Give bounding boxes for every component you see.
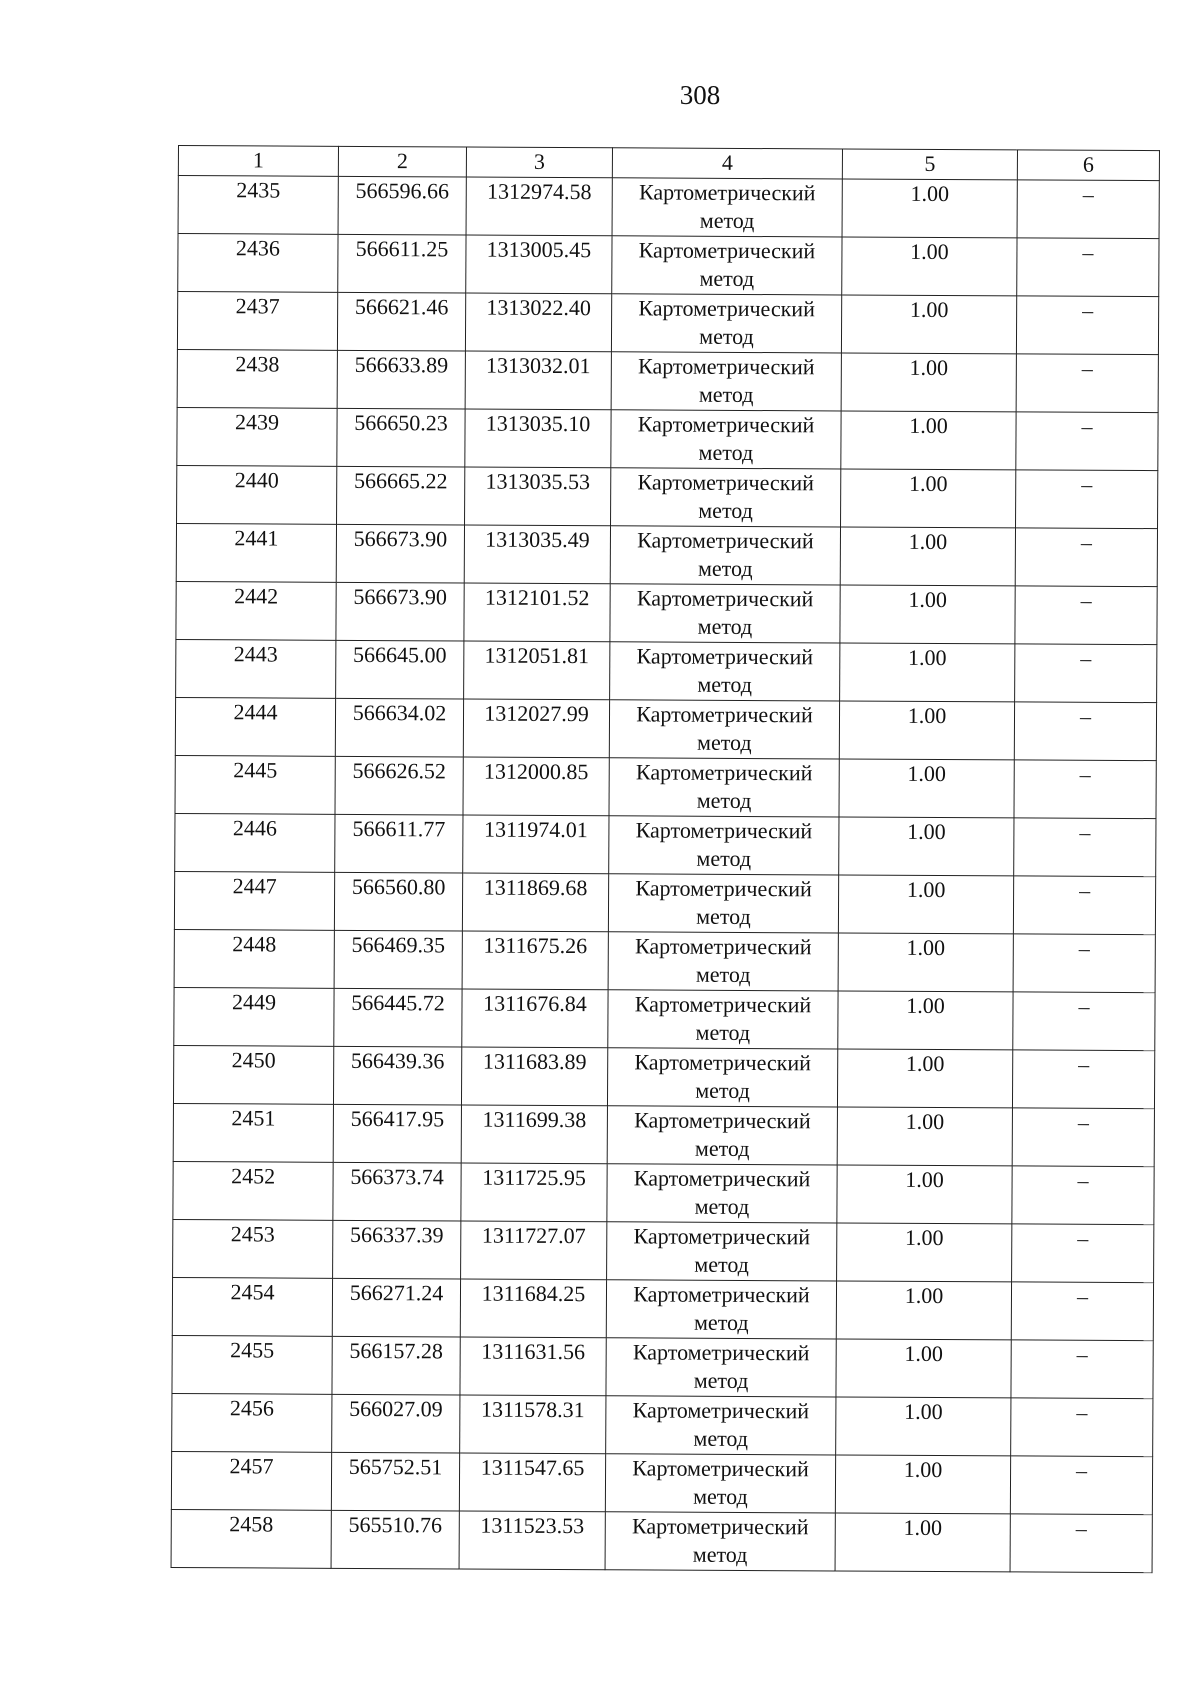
x-coordinate-cell: 566650.23	[337, 408, 465, 467]
x-coordinate-cell: 566596.66	[338, 176, 466, 235]
y-coordinate-cell: 1311523.53	[459, 1511, 605, 1570]
accuracy-cell: 1.00	[838, 875, 1013, 934]
method-cell: Картометрический метод	[606, 1338, 836, 1397]
table-row	[171, 1451, 1152, 1514]
y-coordinate-cell: 1311578.31	[460, 1395, 606, 1454]
column-header: 1	[178, 146, 338, 177]
note-cell: –	[1014, 702, 1156, 761]
x-coordinate-cell: 566665.22	[337, 466, 465, 525]
note-cell: –	[1016, 296, 1158, 355]
note-cell: –	[1015, 644, 1157, 703]
table-body	[171, 176, 1159, 1573]
method-cell: Картометрический метод	[609, 816, 839, 875]
y-coordinate-cell: 1311727.07	[461, 1221, 607, 1280]
note-cell: –	[1015, 528, 1157, 587]
accuracy-cell: 1.00	[836, 1339, 1011, 1398]
point-number-cell: 2450	[173, 1045, 333, 1104]
table-row	[174, 987, 1155, 1050]
column-header: 4	[612, 148, 842, 179]
point-number-cell: 2448	[174, 929, 334, 988]
x-coordinate-cell: 566027.09	[332, 1394, 460, 1453]
method-cell: Картометрический метод	[605, 1512, 835, 1571]
accuracy-cell: 1.00	[836, 1281, 1011, 1340]
table-row	[173, 1219, 1154, 1282]
point-number-cell: 2455	[172, 1335, 332, 1394]
method-cell: Картометрический метод	[612, 236, 842, 295]
accuracy-cell: 1.00	[840, 527, 1015, 586]
x-coordinate-cell: 566373.74	[333, 1162, 461, 1221]
accuracy-cell: 1.00	[842, 237, 1017, 296]
method-cell: Картометрический метод	[612, 178, 842, 237]
table-row	[178, 176, 1159, 239]
point-number-cell: 2438	[177, 349, 337, 408]
point-number-cell: 2441	[176, 523, 336, 582]
point-number-cell: 2435	[178, 176, 338, 235]
accuracy-cell: 1.00	[836, 1397, 1011, 1456]
method-cell: Картометрический метод	[608, 990, 838, 1049]
method-cell: Картометрический метод	[607, 1106, 837, 1165]
method-cell: Картометрический метод	[611, 468, 841, 527]
y-coordinate-cell: 1312027.99	[463, 699, 609, 758]
method-cell: Картометрический метод	[606, 1396, 836, 1455]
column-header: 2	[338, 146, 466, 177]
point-number-cell: 2458	[171, 1509, 331, 1568]
x-coordinate-cell: 566337.39	[333, 1220, 461, 1279]
y-coordinate-cell: 1311675.26	[462, 931, 608, 990]
table-row	[176, 581, 1157, 644]
y-coordinate-cell: 1313032.01	[465, 351, 611, 410]
note-cell: –	[1011, 1340, 1153, 1399]
x-coordinate-cell: 566439.36	[333, 1046, 461, 1105]
method-cell: Картометрический метод	[611, 294, 841, 353]
note-cell: –	[1013, 934, 1155, 993]
accuracy-cell: 1.00	[842, 179, 1017, 238]
note-cell: –	[1012, 1166, 1154, 1225]
point-number-cell: 2454	[172, 1277, 332, 1336]
x-coordinate-cell: 566634.02	[335, 698, 463, 757]
method-cell: Картометрический метод	[610, 526, 840, 585]
y-coordinate-cell: 1312101.52	[464, 583, 610, 642]
x-coordinate-cell: 566673.90	[336, 524, 464, 583]
y-coordinate-cell: 1312051.81	[464, 641, 610, 700]
y-coordinate-cell: 1311683.89	[461, 1047, 607, 1106]
accuracy-cell: 1.00	[837, 1223, 1012, 1282]
point-number-cell: 2456	[172, 1393, 332, 1452]
accuracy-cell: 1.00	[838, 933, 1013, 992]
method-cell: Картометрический метод	[610, 642, 840, 701]
accuracy-cell: 1.00	[839, 817, 1014, 876]
table-row	[175, 697, 1156, 760]
table-row	[176, 639, 1157, 702]
method-cell: Картометрический метод	[608, 932, 838, 991]
coordinates-table	[171, 145, 1160, 1573]
table-row	[171, 1509, 1152, 1572]
x-coordinate-cell: 566621.46	[337, 292, 465, 351]
x-coordinate-cell: 566417.95	[333, 1104, 461, 1163]
point-number-cell: 2447	[174, 871, 334, 930]
table-row	[176, 523, 1157, 586]
note-cell: –	[1012, 1050, 1154, 1109]
note-cell: –	[1016, 470, 1158, 529]
accuracy-cell: 1.00	[841, 353, 1016, 412]
y-coordinate-cell: 1311699.38	[461, 1105, 607, 1164]
y-coordinate-cell: 1311869.68	[462, 873, 608, 932]
page-number: 308	[679, 80, 721, 110]
x-coordinate-cell: 566673.90	[336, 582, 464, 641]
method-cell: Картометрический метод	[607, 1048, 837, 1107]
note-cell: –	[1014, 818, 1156, 877]
table-row	[175, 813, 1156, 876]
x-coordinate-cell: 566645.00	[336, 640, 464, 699]
x-coordinate-cell: 566611.25	[338, 234, 466, 293]
method-cell: Картометрический метод	[611, 410, 841, 469]
table-row	[177, 349, 1158, 412]
y-coordinate-cell: 1311684.25	[460, 1279, 606, 1338]
x-coordinate-cell: 566469.35	[334, 930, 462, 989]
accuracy-cell: 1.00	[840, 585, 1015, 644]
note-cell: –	[1017, 238, 1159, 297]
y-coordinate-cell: 1311631.56	[460, 1337, 606, 1396]
table-row	[172, 1393, 1153, 1456]
note-cell: –	[1012, 1108, 1154, 1167]
column-header: 3	[466, 147, 612, 178]
accuracy-cell: 1.00	[838, 991, 1013, 1050]
method-cell: Картометрический метод	[611, 352, 841, 411]
y-coordinate-cell: 1313005.45	[466, 235, 612, 294]
note-cell: –	[1017, 180, 1159, 239]
column-header: 6	[1017, 150, 1159, 181]
point-number-cell: 2436	[178, 234, 338, 293]
table-row	[177, 407, 1158, 470]
y-coordinate-cell: 1313022.40	[465, 293, 611, 352]
point-number-cell: 2439	[177, 407, 337, 466]
note-cell: –	[1011, 1282, 1153, 1341]
table-row	[177, 465, 1158, 528]
method-cell: Картометрический метод	[608, 874, 838, 933]
point-number-cell: 2443	[176, 639, 336, 698]
note-cell: –	[1016, 412, 1158, 471]
x-coordinate-cell: 566271.24	[332, 1278, 460, 1337]
x-coordinate-cell: 566633.89	[337, 350, 465, 409]
note-cell: –	[1010, 1514, 1152, 1573]
y-coordinate-cell: 1311547.65	[459, 1453, 605, 1512]
note-cell: –	[1010, 1456, 1152, 1515]
table-row	[177, 292, 1158, 355]
point-number-cell: 2442	[176, 581, 336, 640]
table-row	[175, 755, 1156, 818]
y-coordinate-cell: 1311974.01	[463, 815, 609, 874]
point-number-cell: 2437	[177, 292, 337, 351]
x-coordinate-cell: 566445.72	[334, 988, 462, 1047]
accuracy-cell: 1.00	[841, 469, 1016, 528]
x-coordinate-cell: 566611.77	[335, 814, 463, 873]
note-cell: –	[1014, 760, 1156, 819]
y-coordinate-cell: 1313035.49	[464, 525, 610, 584]
note-cell: –	[1013, 992, 1155, 1051]
table-row	[174, 929, 1155, 992]
point-number-cell: 2457	[171, 1451, 331, 1510]
accuracy-cell: 1.00	[837, 1165, 1012, 1224]
note-cell: –	[1011, 1398, 1153, 1457]
method-cell: Картометрический метод	[606, 1280, 836, 1339]
accuracy-cell: 1.00	[839, 759, 1014, 818]
y-coordinate-cell: 1312000.85	[463, 757, 609, 816]
point-number-cell: 2449	[174, 987, 334, 1046]
point-number-cell: 2452	[173, 1161, 333, 1220]
table-row	[174, 871, 1155, 934]
x-coordinate-cell: 565752.51	[331, 1452, 459, 1511]
x-coordinate-cell: 566626.52	[335, 756, 463, 815]
method-cell: Картометрический метод	[607, 1222, 837, 1281]
accuracy-cell: 1.00	[837, 1049, 1012, 1108]
method-cell: Картометрический метод	[610, 584, 840, 643]
method-cell: Картометрический метод	[607, 1164, 837, 1223]
x-coordinate-cell: 566157.28	[332, 1336, 460, 1395]
y-coordinate-cell: 1313035.53	[465, 467, 611, 526]
method-cell: Картометрический метод	[605, 1454, 835, 1513]
table-row	[172, 1277, 1153, 1340]
y-coordinate-cell: 1311676.84	[462, 989, 608, 1048]
method-cell: Картометрический метод	[609, 758, 839, 817]
y-coordinate-cell: 1311725.95	[461, 1163, 607, 1222]
method-cell: Картометрический метод	[609, 700, 839, 759]
accuracy-cell: 1.00	[841, 411, 1016, 470]
point-number-cell: 2446	[175, 813, 335, 872]
point-number-cell: 2440	[177, 465, 337, 524]
table-row	[172, 1335, 1153, 1398]
y-coordinate-cell: 1312974.58	[466, 177, 612, 236]
note-cell: –	[1015, 586, 1157, 645]
note-cell: –	[1016, 354, 1158, 413]
accuracy-cell: 1.00	[839, 701, 1014, 760]
column-header: 5	[842, 149, 1017, 180]
x-coordinate-cell: 566560.80	[334, 872, 462, 931]
accuracy-cell: 1.00	[835, 1513, 1010, 1572]
note-cell: –	[1013, 876, 1155, 935]
y-coordinate-cell: 1313035.10	[465, 409, 611, 468]
table-row	[173, 1045, 1154, 1108]
point-number-cell: 2444	[175, 697, 335, 756]
accuracy-cell: 1.00	[835, 1455, 1010, 1514]
table-row	[173, 1103, 1154, 1166]
point-number-cell: 2451	[173, 1103, 333, 1162]
accuracy-cell: 1.00	[840, 643, 1015, 702]
accuracy-cell: 1.00	[841, 295, 1016, 354]
table-row	[178, 234, 1159, 297]
x-coordinate-cell: 565510.76	[331, 1510, 459, 1569]
point-number-cell: 2453	[173, 1219, 333, 1278]
note-cell: –	[1012, 1224, 1154, 1283]
point-number-cell: 2445	[175, 755, 335, 814]
table-row	[173, 1161, 1154, 1224]
accuracy-cell: 1.00	[837, 1107, 1012, 1166]
